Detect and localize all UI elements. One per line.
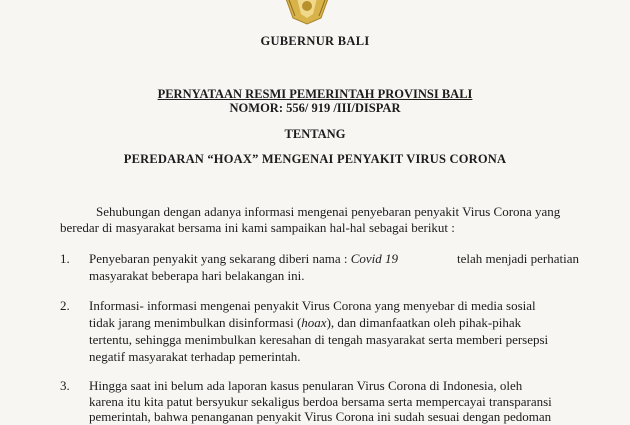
item-2-line-2 bbox=[89, 315, 579, 331]
item-3-line-1: Hingga saat ini belum ada laporan kasus penularan Virus Corona di Indonesia, oleh bbox=[89, 378, 523, 393]
statement-title: PERNYATAAN RESMI PEMERINTAH PROVINSI BALI bbox=[157, 87, 473, 101]
statement-number: NOMOR: 556/ 919 /III/DISPAR bbox=[229, 101, 401, 115]
item-2-line-3: tertentu, sehingga menimbulkan keresahan di tengah masyarakat serta memberi persepsi bbox=[89, 332, 549, 347]
item-1-text-a: Penyebaran penyakit yang sekarang diberi nama : bbox=[89, 251, 348, 266]
item-3-line-3: pemerintah, bahwa penanganan penyakit Virus Corona ini sudah sesuai dengan pedoman bbox=[89, 409, 552, 424]
item-2-text-c: ), dan dimanfaatkan oleh pihak-pihak bbox=[326, 315, 522, 330]
item-2-text-b: hoax bbox=[301, 315, 327, 330]
item-1-text-c: telah menjadi perhatian bbox=[456, 251, 579, 266]
item-1-text-b: Covid 19 bbox=[350, 251, 399, 266]
item-2-text-a: tidak jarang menimbulkan disinformasi ( bbox=[89, 315, 302, 330]
item-3-line-2: karena itu kita patut bersyukur sekaligus berdoa bersama serta mempercayai transparansi bbox=[89, 394, 552, 409]
item-3-number: 3. bbox=[60, 378, 70, 393]
statement-about: TENTANG bbox=[284, 127, 346, 141]
item-2-number: 2. bbox=[60, 298, 70, 313]
item-2-line-4: negatif masyarakat terhadap pemerintah. bbox=[89, 349, 301, 364]
intro-line-1: Sehubungan dengan adanya informasi mengenai penyebaran penyakit Virus Corona yang bbox=[96, 204, 561, 219]
item-1-line-2: masyarakat beberapa hari belakangan ini. bbox=[89, 268, 305, 283]
letterhead-title: GUBERNUR BALI bbox=[260, 34, 370, 48]
item-1-line-1 bbox=[89, 251, 579, 267]
statement-subject: PEREDARAN “HOAX” MENGENAI PENYAKIT VIRUS CORONA bbox=[123, 152, 507, 166]
bali-emblem-icon bbox=[279, 0, 335, 26]
item-1-number: 1. bbox=[60, 251, 70, 266]
item-2-line-1: Informasi- informasi mengenai penyakit Virus Corona yang menyebar di media sosial bbox=[89, 298, 536, 313]
intro-line-2: beredar di masyarakat bersama ini kami sampaikan hal-hal sebagai berikut : bbox=[60, 220, 455, 235]
